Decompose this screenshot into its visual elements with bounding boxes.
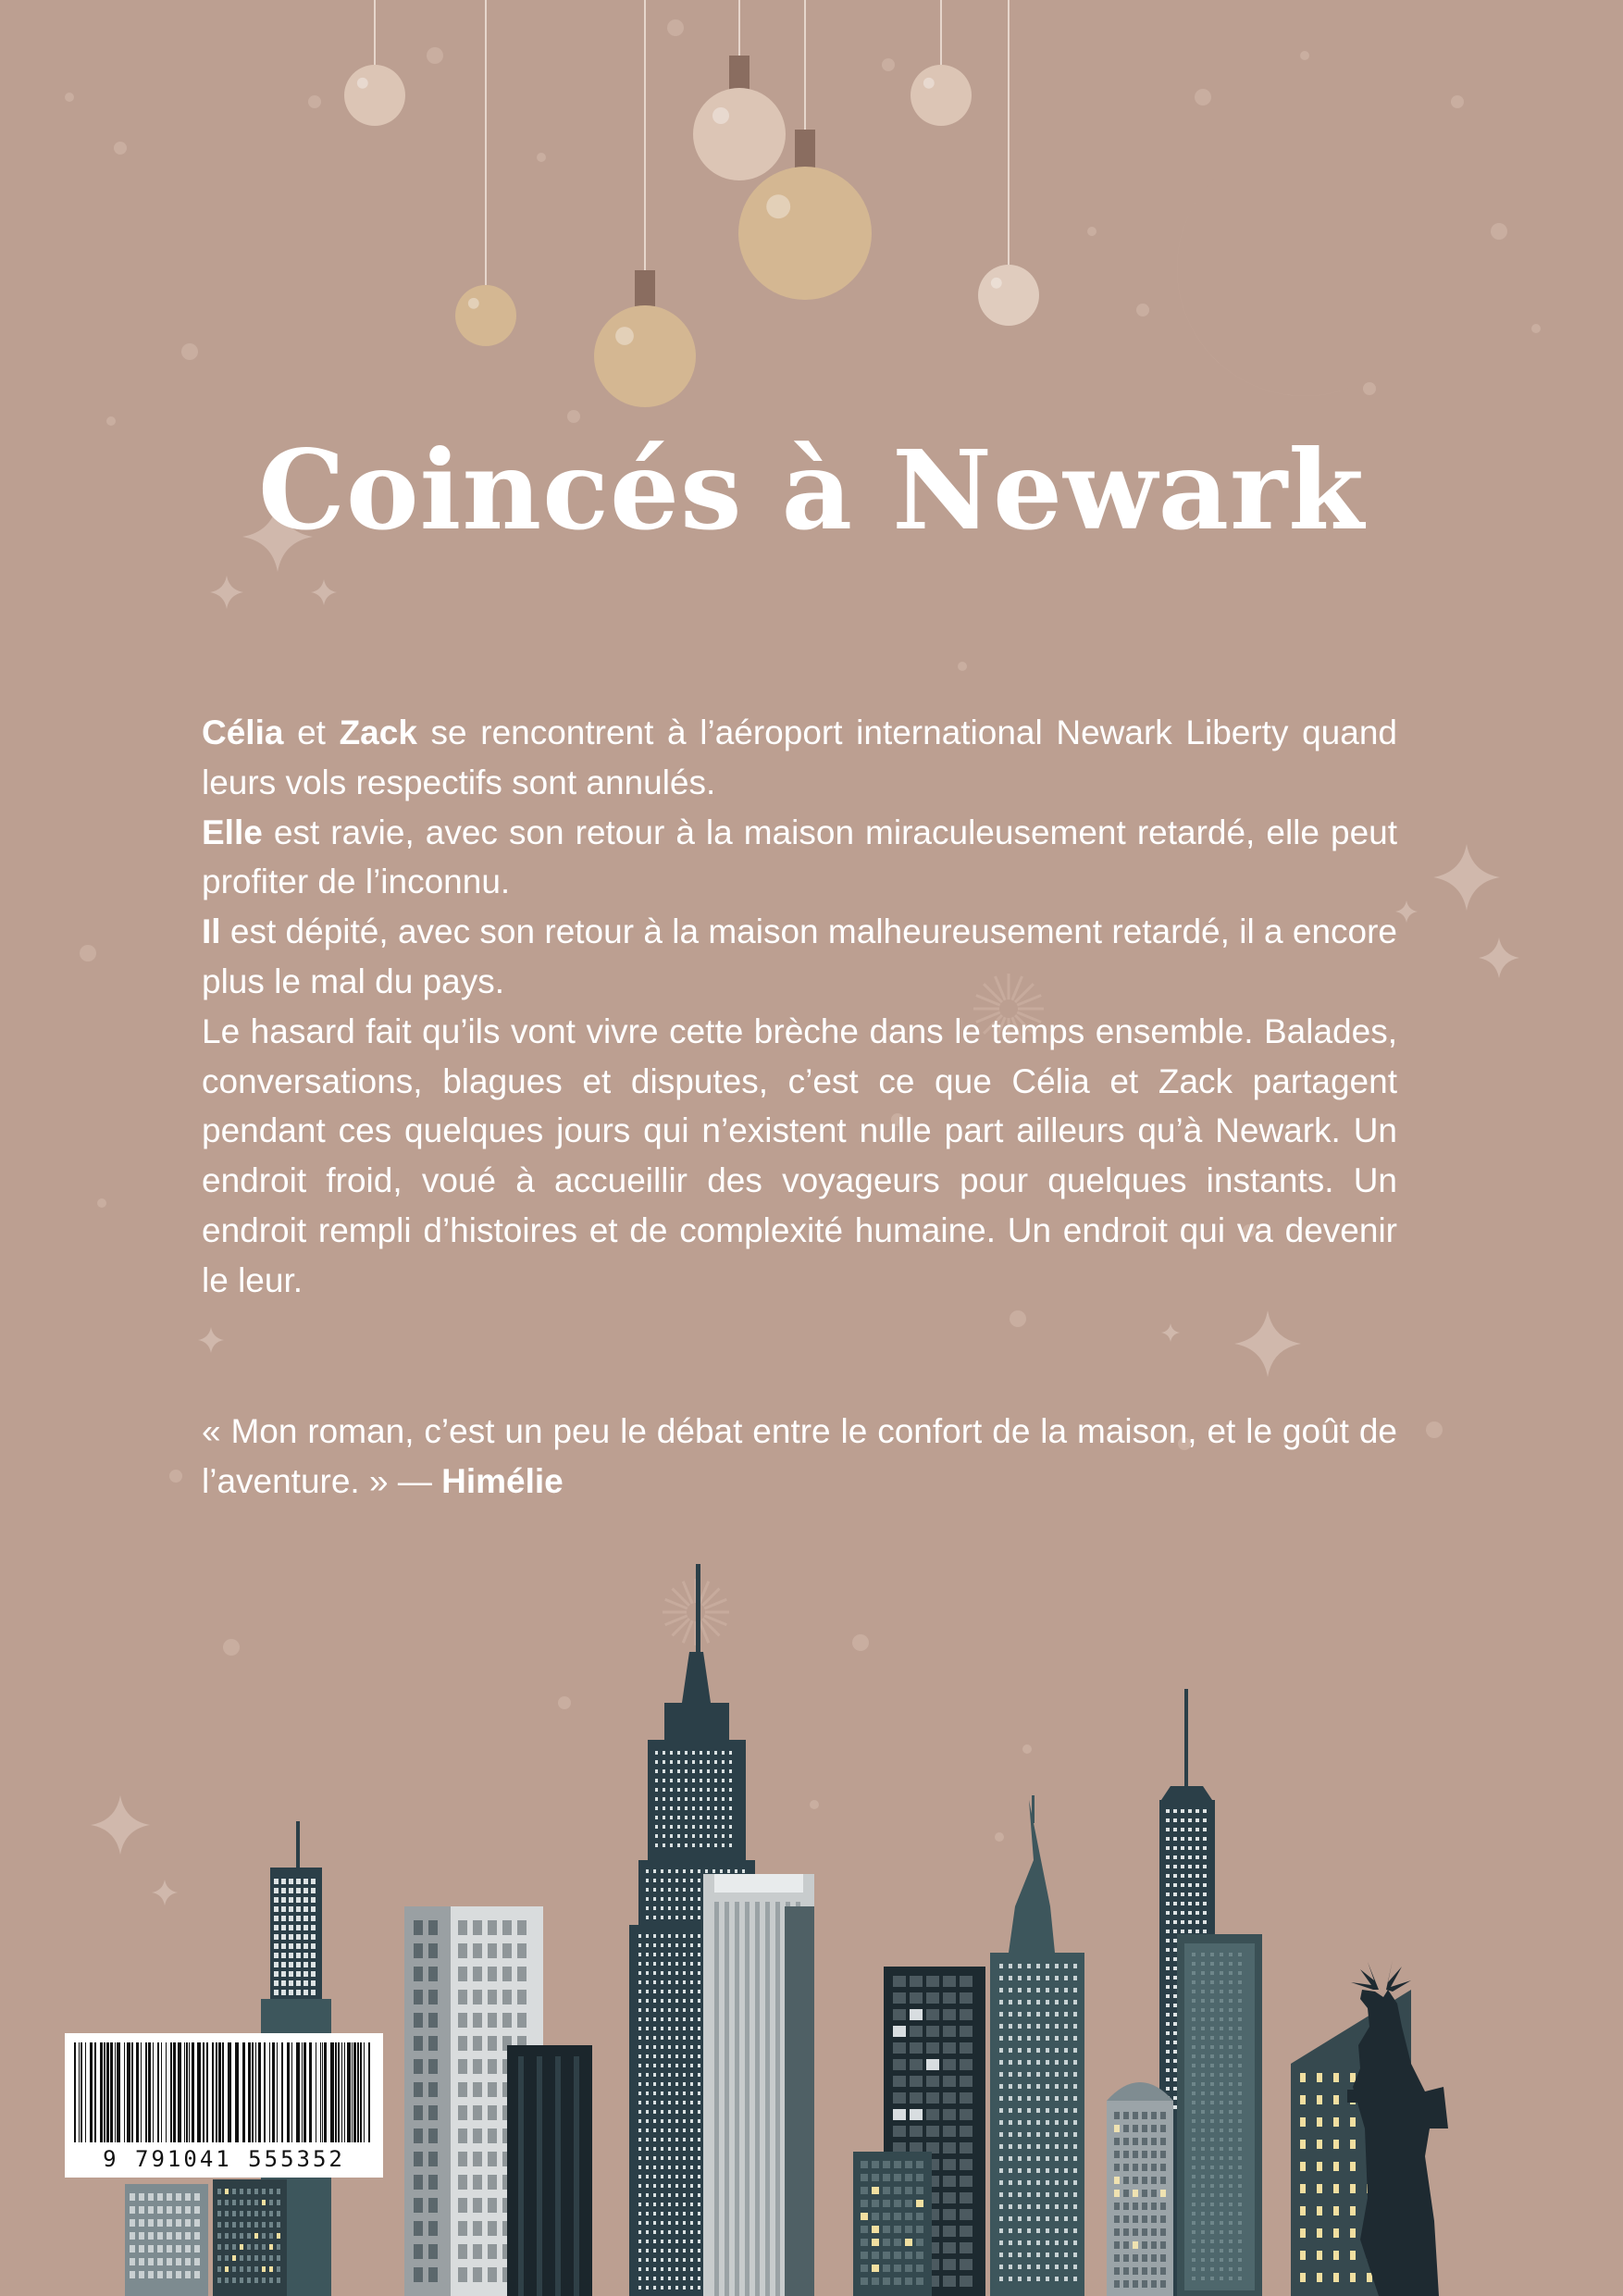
character-name: Zack	[339, 714, 417, 751]
character-pronoun: Elle	[202, 813, 263, 851]
blurb-text: et	[283, 714, 340, 751]
city-skyline	[125, 1564, 1411, 2296]
book-blurb	[202, 708, 1397, 1306]
sparkle-icon	[91, 1795, 150, 1855]
barcode-bars	[74, 2042, 374, 2142]
blurb-paragraph	[202, 907, 1397, 1007]
book-title: Coincés à Newark	[257, 426, 1366, 554]
sparkle-icon	[311, 579, 337, 605]
blurb-paragraph	[202, 708, 1397, 808]
blurb-paragraph: Le hasard fait qu’ils vont vivre cette brèche dans le temps ensemble. Balades, conversations, blagues et disputes, c’est ce que Célia et Zack partagent pendant ces quelques jours qui n’existent nulle part ailleurs qu’à Newark. Un endroit froid, voué à accueillir des voyageurs pour quelques instants. Un endroit rempli d’histoires et de complexité humaine. Un endroit qui va devenir le leur.	[202, 1011, 1397, 1299]
blurb-text: est ravie, avec son retour à la maison miraculeusement retardé, elle peut profiter de l’inconnu.	[202, 813, 1397, 901]
sparkle-icon	[198, 1327, 224, 1353]
quote-text: « Mon roman, c’est un peu le débat entre le confort de la maison, et le goût de l’aventure. » —	[202, 1412, 1397, 1500]
blurb-text: se rencontrent à l’aéroport international Newark Liberty quand leurs vols respectifs sont annulés.	[202, 714, 1397, 801]
isbn-barcode	[65, 2033, 383, 2178]
crescent-moon-icon	[1177, 176, 1393, 396]
sparkle-icon	[1433, 844, 1500, 911]
isbn-digits: 9 791041 555352	[103, 2146, 345, 2172]
sparkle-icon	[152, 1880, 178, 1905]
character-pronoun: Il	[202, 912, 221, 951]
sparkle-icon	[1395, 900, 1418, 923]
author-quote	[202, 1407, 1397, 1507]
blurb-text: est dépité, avec son retour à la maison malheureusement retardé, il a encore plus le mal du pays.	[202, 912, 1397, 1000]
author-name: Himélie	[441, 1462, 564, 1500]
sparkle-icon	[1479, 937, 1519, 978]
blurb-paragraph	[202, 808, 1397, 908]
hanging-ornaments	[344, 0, 1039, 407]
sparkle-icon	[210, 576, 243, 609]
sparkle-icon	[1161, 1323, 1180, 1342]
character-name: Célia	[202, 714, 284, 751]
sparkle-icon	[1234, 1310, 1301, 1377]
